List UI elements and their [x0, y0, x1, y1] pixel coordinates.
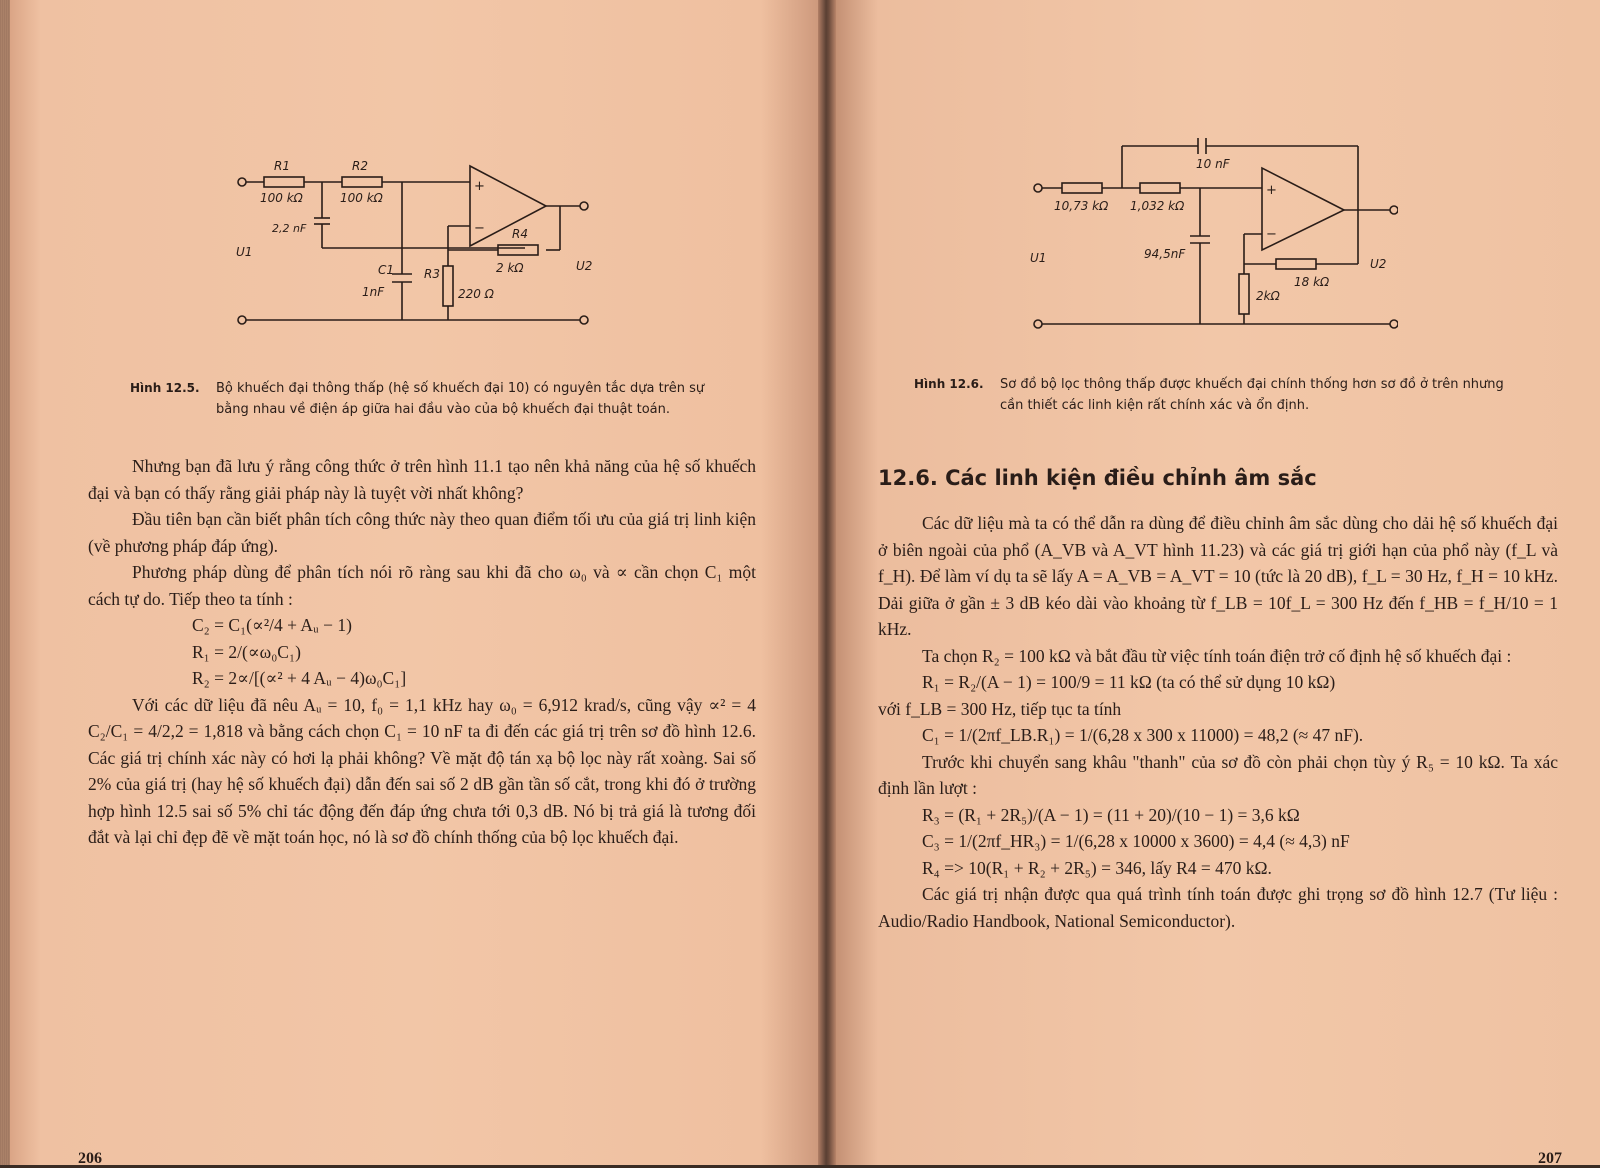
label-ra-value: 10,73 kΩ [1054, 199, 1109, 213]
label-u2: U2 [576, 259, 593, 273]
caption-label: Hình 12.6. [914, 377, 984, 391]
label-cf-value: 10 nF [1196, 157, 1230, 171]
page-number-right: 207 [1538, 1150, 1562, 1167]
paragraph: Nhưng bạn đã lưu ý rằng công thức ở trên hình 11.1 tạo nên khả năng của hệ số khuếch đại và bạn có thấy rằng giải pháp này là tuyệt vời nhất không? [88, 456, 756, 503]
equation: C₁ = 1/(2πf_LB.R₁) = 1/(6,28 x 300 x 11000) = 48,2 (≈ 47 nF). [922, 725, 1364, 745]
label-plus: + [1266, 183, 1277, 198]
page-edges [0, 0, 10, 1165]
circuit-figure-12-5 [230, 150, 610, 340]
left-body-text [88, 453, 756, 851]
paragraph: Trước khi chuyển sang khâu "thanh" của sơ đồ còn phải chọn tùy ý R₅ = 10 kΩ. Ta xác định lần lượt : [878, 751, 1558, 798]
equation: R₃ = (R₁ + 2R₅)/(A − 1) = (11 + 20)/(10 − 1) = 3,6 kΩ [922, 804, 1300, 825]
equation: R₂ = 2∝/[(∝² + 4 Aᵤ − 4)ω₀C₁] [192, 668, 407, 688]
label-c1: C1 [378, 263, 395, 277]
label-r3-value: 220 Ω [458, 287, 494, 301]
caption-text: Sơ đồ bộ lọc thông thấp được khuếch đại chính thống hơn sơ đồ ở trên nhưng cần thiết các linh kiện rất chính xác và ổn định. [1000, 377, 1504, 413]
label-cg-value: 94,5nF [1144, 247, 1186, 261]
label-r4: R4 [512, 227, 528, 241]
label-r3: R3 [424, 267, 440, 281]
paragraph: Các dữ liệu mà ta có thể dẫn ra dùng để điều chỉnh âm sắc dùng cho dải hệ số khuếch đại ở biên ngoài của phổ (A_VB và A_VT hình 11.23) và các giá trị giới hạn của phổ này (f_L và f_H). Để làm ví dụ ta sẽ lấy A = A_VB = A_VT = 10 (tức là 20 dB), f_L = 30 Hz, f_H = 10 kHz. Dải giữa ở gần ± 3 dB kéo dài vào khoảng từ f_LB = 10f_L = 300 Hz đến f_HB = f_H/10 = 1 kHz. [878, 513, 1558, 639]
equation: C₂ = C₁(∝²/4 + Aᵤ − 1) [192, 615, 352, 635]
figure-caption-12-6 [914, 374, 1514, 440]
label-u1: U1 [1030, 251, 1047, 265]
label-rb-value: 1,032 kΩ [1130, 199, 1185, 213]
label-r2: R2 [352, 159, 368, 173]
caption-text: Bộ khuếch đại thông thấp (hệ số khuếch đại 10) có nguyên tắc dựa trên sự bằng nhau về điện áp giữa hai đầu vào của bộ khuếch đại thuật toán. [216, 381, 705, 417]
paragraph: Với các dữ liệu đã nêu Aᵤ = 10, f₀ = 1,1 kHz hay ω₀ = 6,912 krad/s, cũng vậy ∝² = 4 C₂/C₁ = 4/2,2 = 1,818 và bằng cách chọn C₁ = 10 nF ta đi đến các giá trị trên sơ đồ hình 12.6. Các giá trị chính xác này có hơi lạ phải không? Về mặt độ tán xạ bộ lọc này rất xoàng. Sai số 2% của giá trị (hay hệ số khuếch đại) dẫn đến sai số 2 dB gần tần số cắt, trong khi đó ở trường hợp hình 12.5 sai số 5% chỉ tác động đến đáp ứng chưa tới 0,3 dB. Nó bị trả giá là tương đối đắt và lại chỉ đẹp đẽ về mặt toán học, nó là sơ đồ chính thống của bộ lọc khuếch đại. [88, 694, 756, 847]
label-minus: − [1266, 227, 1277, 242]
paragraph: Ta chọn R₂ = 100 kΩ và bắt đầu từ việc tính toán điện trở cố định hệ số khuếch đại : [922, 645, 1512, 666]
label-u1: U1 [236, 245, 253, 259]
figure-caption-12-5 [130, 378, 730, 444]
label-minus: − [474, 221, 485, 236]
page-number-left: 206 [78, 1150, 102, 1167]
equation: R₁ = R₂/(A − 1) = 100/9 = 11 kΩ (ta có thể sử dụng 10 kΩ) [922, 672, 1336, 692]
paragraph: Phương pháp dùng để phân tích nói rõ ràng sau khi đã cho ω₀ và ∝ cần chọn C₁ một cách tự do. Tiếp theo ta tính : [88, 562, 756, 609]
label-rf-value: 18 kΩ [1294, 275, 1330, 289]
label-plus: + [474, 179, 485, 194]
label-r4-value: 2 kΩ [496, 261, 524, 275]
label-r1-value: 100 kΩ [260, 191, 303, 205]
label-rg-value: 2kΩ [1256, 289, 1280, 303]
caption-label: Hình 12.5. [130, 381, 200, 395]
equation: R₁ = 2/(∝ω₀C₁) [192, 641, 301, 662]
label-c1-value: 1nF [362, 285, 385, 299]
book-gutter [818, 0, 836, 1165]
circuit-figure-12-6 [1018, 138, 1398, 338]
equation: C₃ = 1/(2πf_HR₃) = 1/(6,28 x 10000 x 3600) = 4,4 (≈ 4,3) nF [922, 831, 1350, 851]
label-u2: U2 [1370, 257, 1387, 271]
equation: R₄ => 10(R₁ + R₂ + 2R₅) = 346, lấy R4 = 470 kΩ. [922, 857, 1272, 878]
label-c2-value: 2,2 nF [272, 222, 307, 235]
label-r2-value: 100 kΩ [340, 191, 383, 205]
paragraph: với f_LB = 300 Hz, tiếp tục ta tính [878, 698, 1122, 719]
section-heading: 12.6. Các linh kiện điều chỉnh âm sắc [878, 466, 1317, 490]
right-body-text [878, 510, 1558, 934]
label-r1: R1 [274, 159, 290, 173]
paragraph: Các giá trị nhận được qua quá trình tính toán được ghi trọng sơ đồ hình 12.7 (Tư liệu : Audio/Radio Handbook, National Semiconductor). [878, 884, 1558, 931]
paragraph: Đầu tiên bạn cần biết phân tích công thức này theo quan điểm tối ưu của giá trị linh kiện (về phương pháp đáp ứng). [88, 509, 756, 556]
